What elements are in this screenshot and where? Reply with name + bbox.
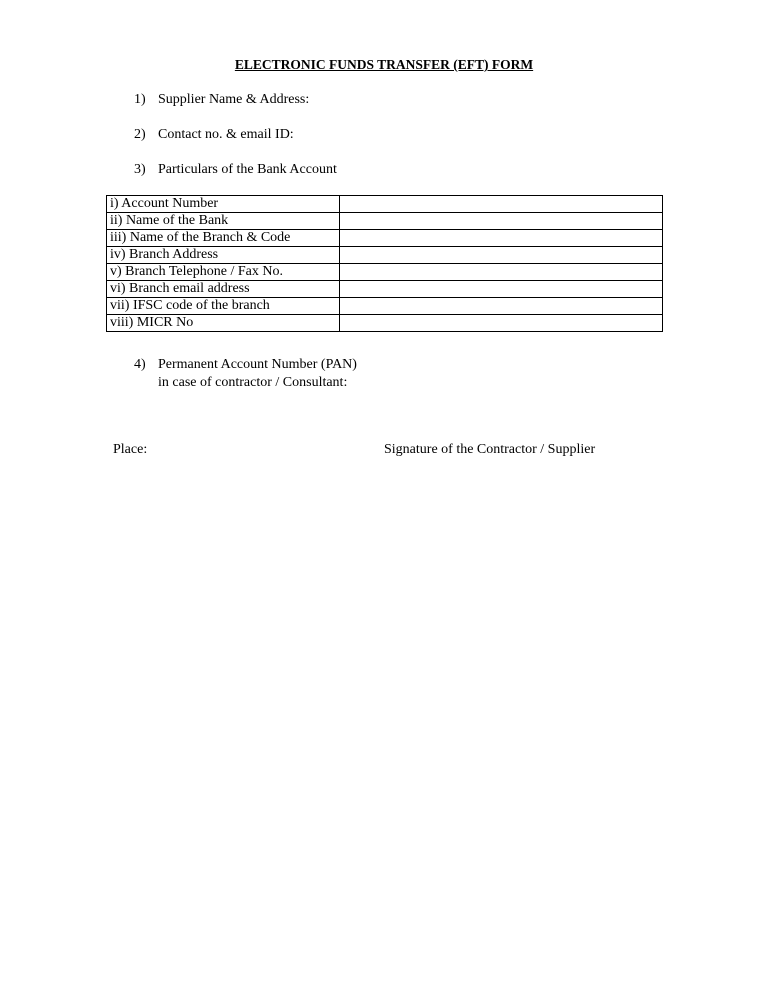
item-number: 1): [134, 92, 146, 107]
item-label: Supplier Name & Address:: [158, 92, 310, 107]
item-supplier-name-address: [134, 91, 309, 109]
table-row: [107, 264, 663, 281]
table-row: [107, 247, 663, 264]
branch-email-field[interactable]: [339, 281, 662, 298]
item-label: Permanent Account Number (PAN): [158, 357, 357, 372]
item-number: 4): [134, 357, 146, 372]
table-row: [107, 196, 663, 213]
bank-name-field[interactable]: [339, 213, 662, 230]
item-number: 3): [134, 162, 146, 177]
table-row: [107, 230, 663, 247]
row-label: viii) MICR No: [107, 315, 340, 332]
account-number-field[interactable]: [339, 196, 662, 213]
branch-telephone-fax-field[interactable]: [339, 264, 662, 281]
form-title: [0, 57, 768, 73]
item-pan: [134, 356, 357, 392]
ifsc-code-field[interactable]: [339, 298, 662, 315]
form-title-text: ELECTRONIC FUNDS TRANSFER (EFT) FORM: [234, 57, 534, 72]
item-contact-email: [134, 126, 294, 144]
row-label: iv) Branch Address: [107, 247, 340, 264]
micr-number-field[interactable]: [339, 315, 662, 332]
row-label: iii) Name of the Branch & Code: [107, 230, 340, 247]
table-row: [107, 315, 663, 332]
branch-address-field[interactable]: [339, 247, 662, 264]
row-label: ii) Name of the Bank: [107, 213, 340, 230]
row-label: i) Account Number: [107, 196, 340, 213]
place-label: Place:: [113, 442, 148, 457]
row-label: vi) Branch email address: [107, 281, 340, 298]
row-label: vii) IFSC code of the branch: [107, 298, 340, 315]
bank-account-table: [106, 195, 663, 332]
item-label: Contact no. & email ID:: [158, 127, 294, 142]
table-row: [107, 298, 663, 315]
item-number: 2): [134, 127, 146, 142]
item-label: Particulars of the Bank Account: [158, 162, 337, 177]
row-label: v) Branch Telephone / Fax No.: [107, 264, 340, 281]
signature-label: Signature of the Contractor / Supplier: [384, 442, 596, 457]
table-row: [107, 281, 663, 298]
branch-name-code-field[interactable]: [339, 230, 662, 247]
table-row: [107, 213, 663, 230]
item-label-continued: in case of contractor / Consultant:: [158, 375, 348, 390]
item-bank-particulars: [134, 161, 337, 179]
